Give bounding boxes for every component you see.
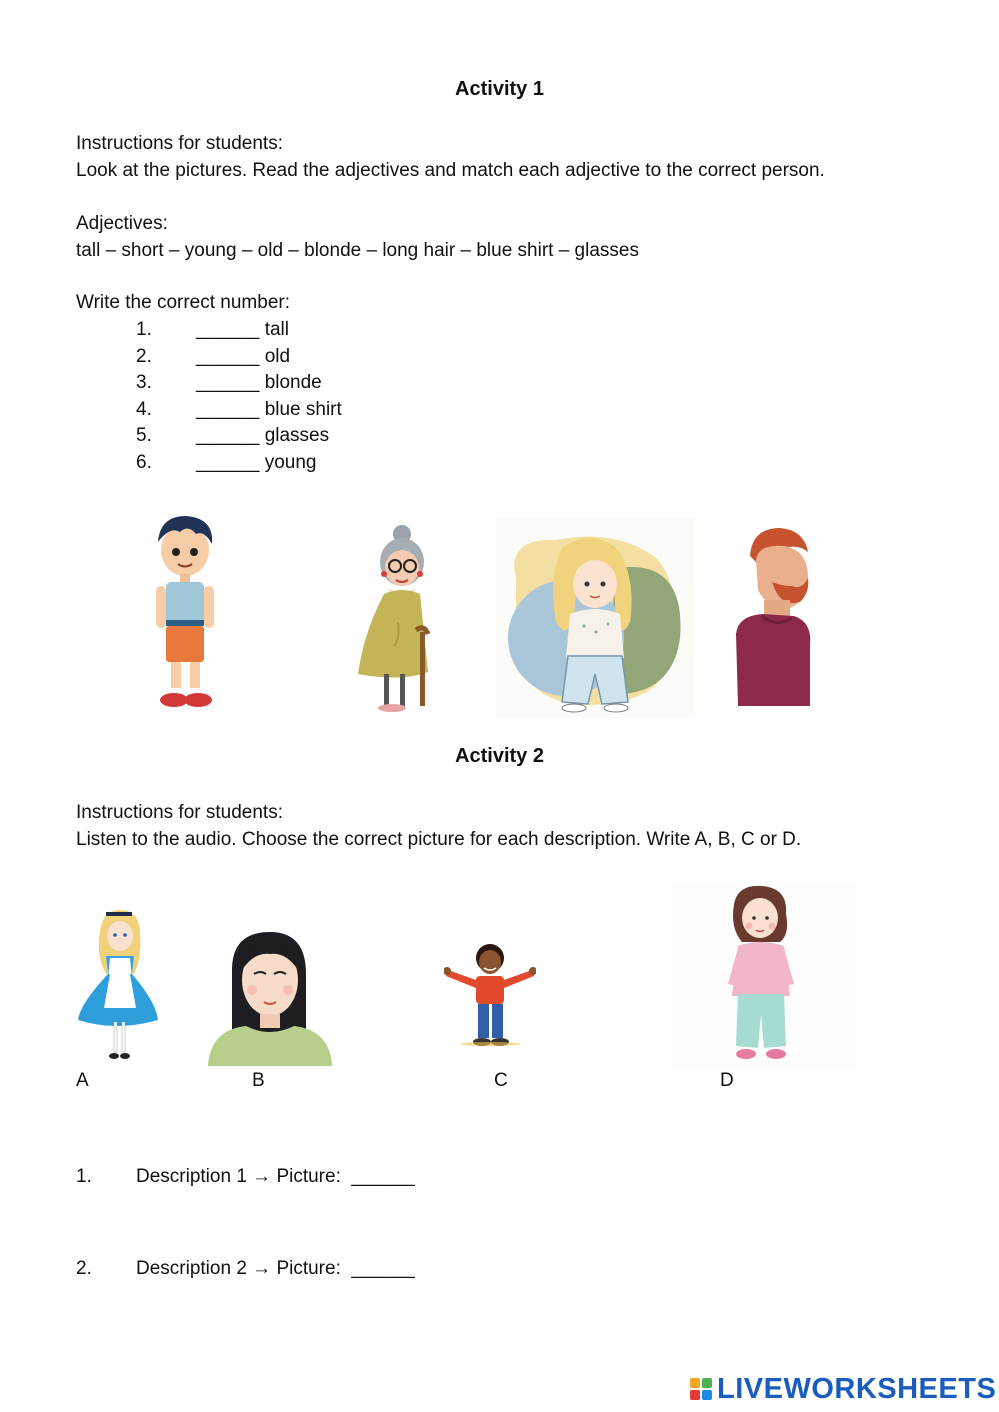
- answer-blank[interactable]: ______ blue shirt: [196, 399, 342, 420]
- answer-blank[interactable]: ______ old: [196, 346, 291, 367]
- question-text: Description 1 → Picture: ______: [136, 1166, 415, 1187]
- item-word: tall: [264, 319, 289, 340]
- picture-label-b: B: [252, 1070, 265, 1091]
- item-word: young: [264, 452, 317, 473]
- picture-d: [672, 884, 856, 1066]
- blonde-girl-picture: [496, 518, 694, 718]
- item-number: 6.: [136, 452, 152, 473]
- activity1-instructions-heading: Instructions for students:: [76, 133, 283, 154]
- item-number: 4.: [136, 399, 152, 420]
- logo-icon: [690, 1376, 714, 1402]
- picture-c: [444, 940, 536, 1048]
- activity2-title: Activity 2: [455, 745, 544, 767]
- item-number: 5.: [136, 425, 152, 446]
- activity1-instructions-text: Look at the pictures. Read the adjectives and match each adjective to the correct person.: [76, 160, 825, 181]
- activity1-title: Activity 1: [455, 78, 544, 100]
- liveworksheets-logo[interactable]: [690, 1372, 996, 1406]
- logo-text: LIVEWORKSHEETS: [717, 1372, 997, 1405]
- activity2-instructions-heading: Instructions for students:: [76, 802, 283, 823]
- item-number: 3.: [136, 372, 152, 393]
- question-answer-blank[interactable]: ______: [351, 1258, 415, 1279]
- answer-blank[interactable]: ______ glasses: [196, 425, 330, 446]
- item-word: glasses: [264, 425, 330, 446]
- question-answer-blank[interactable]: ______: [351, 1166, 415, 1187]
- item-word: old: [264, 346, 291, 367]
- item-number: 2.: [136, 346, 152, 367]
- question-number: 2.: [76, 1258, 92, 1279]
- answer-blank[interactable]: ______ young: [196, 452, 317, 473]
- adjectives-heading: Adjectives:: [76, 213, 168, 234]
- write-heading: Write the correct number:: [76, 292, 291, 313]
- question-text: Description 2 → Picture: ______: [136, 1258, 415, 1279]
- grandmother-picture: [340, 522, 440, 714]
- boy-picture: [140, 512, 230, 712]
- picture-label-c: C: [494, 1070, 508, 1091]
- picture-b: [206, 930, 334, 1066]
- item-word: blonde: [264, 372, 322, 393]
- answer-blank[interactable]: ______ blonde: [196, 372, 322, 393]
- activity2-instructions-text: Listen to the audio. Choose the correct picture for each description. Write A, B, C or D.: [76, 829, 802, 850]
- item-word: blue shirt: [264, 399, 342, 420]
- answer-blank[interactable]: ______ tall: [196, 319, 289, 340]
- adjectives-list: tall – short – young – old – blonde – long hair – blue shirt – glasses: [76, 240, 639, 261]
- item-number: 1.: [136, 319, 152, 340]
- picture-label-d: D: [720, 1070, 734, 1091]
- picture-a: [76, 908, 160, 1066]
- question-number: 1.: [76, 1166, 92, 1187]
- bearded-man-picture: [728, 524, 818, 710]
- picture-label-a: A: [76, 1070, 89, 1091]
